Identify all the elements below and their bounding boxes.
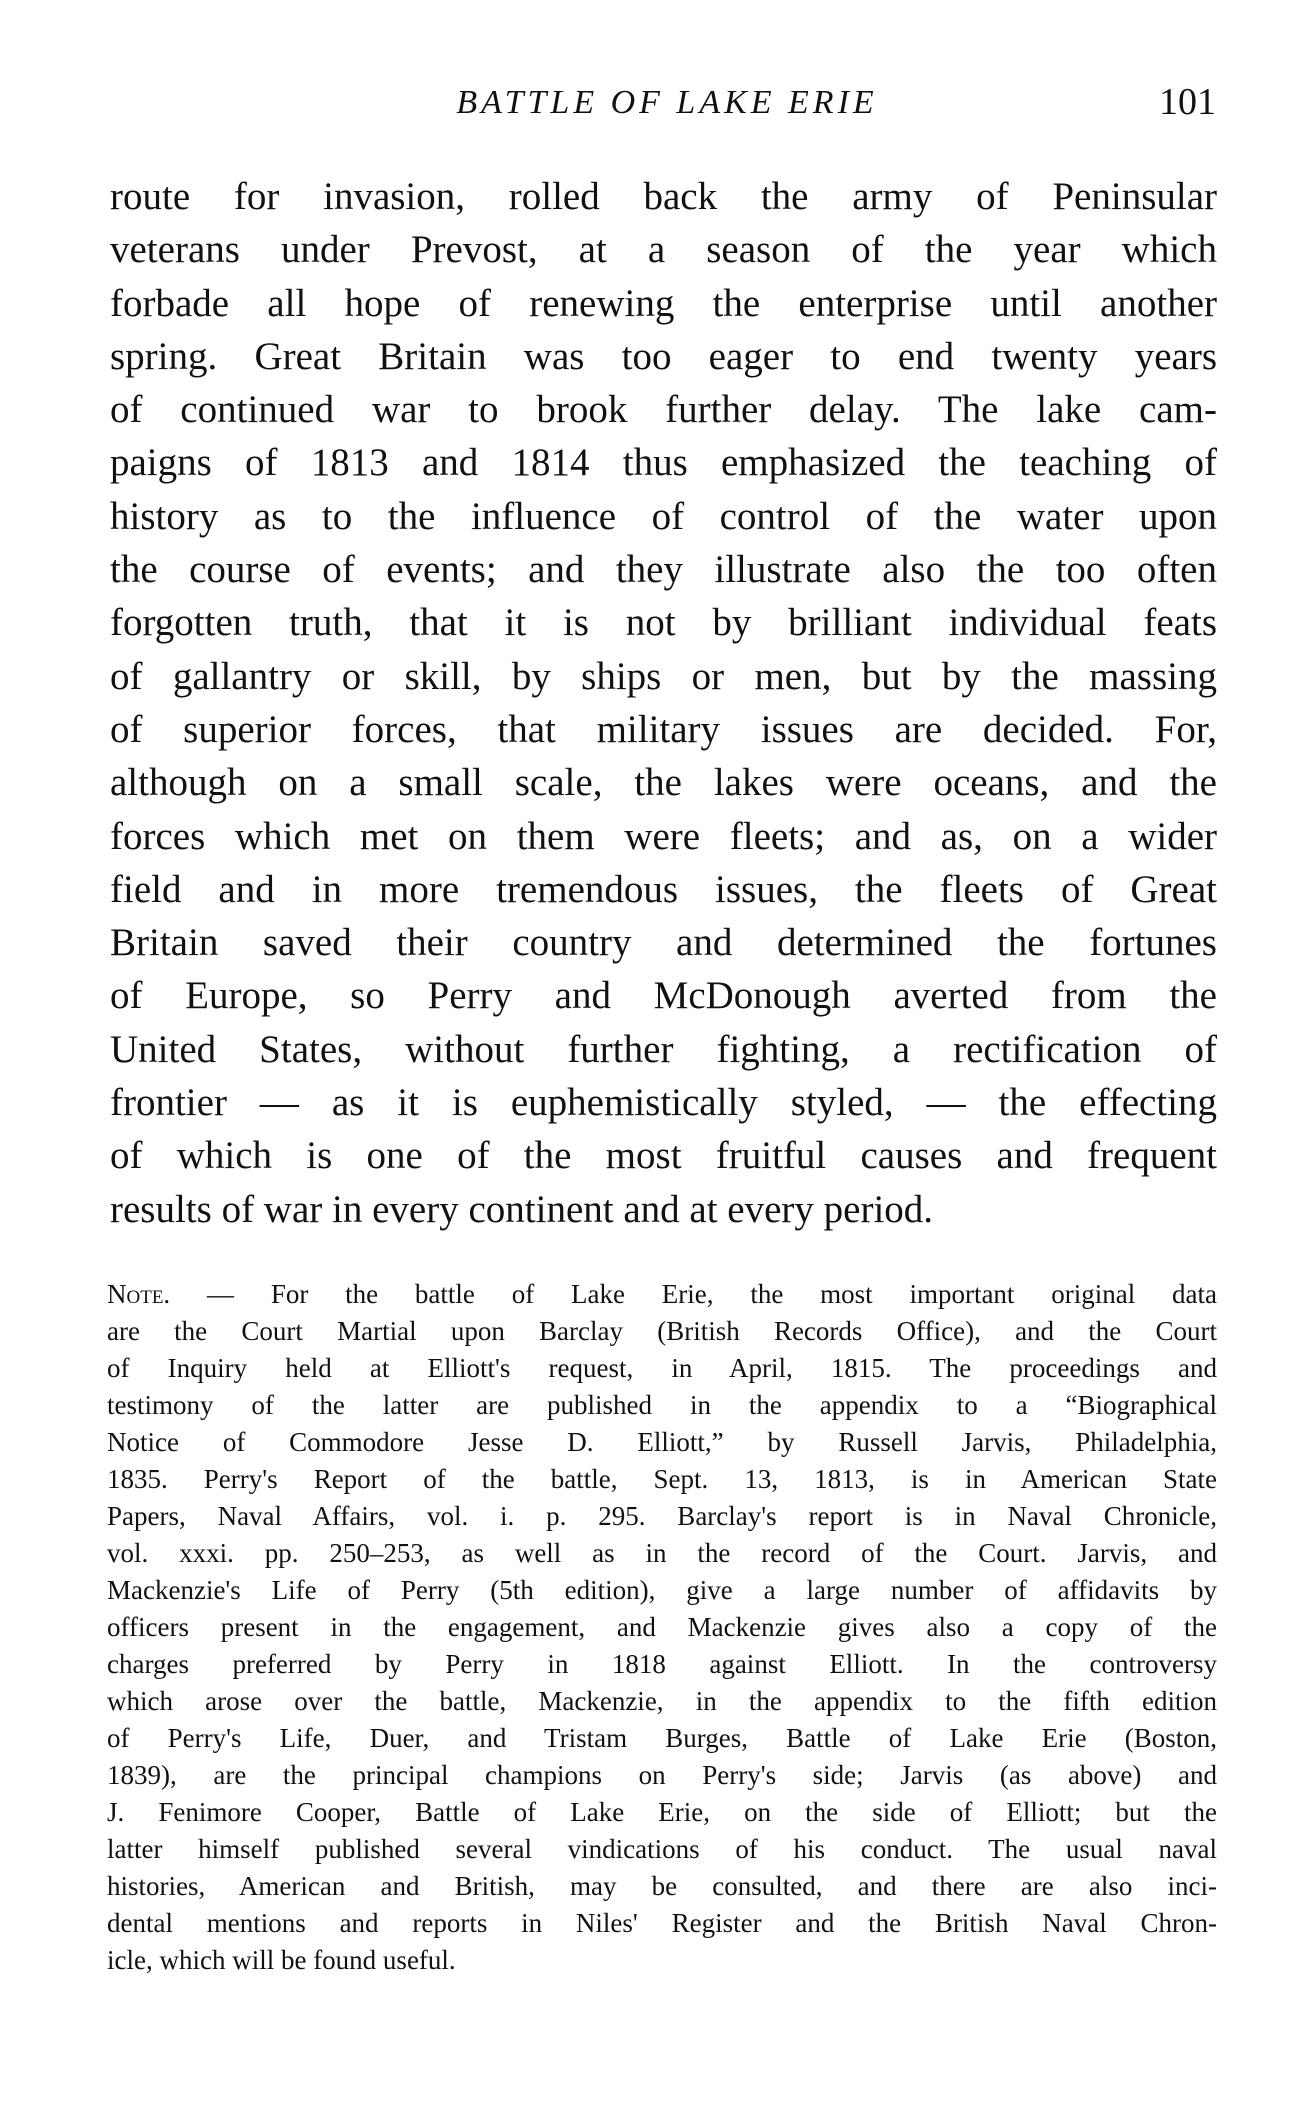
body-line: field and in more tremendous issues, the fleets of Great — [110, 867, 1217, 911]
note-line: 1835. Perry's Report of the battle, Sept. 13, 1813, is in American State — [107, 1464, 1217, 1494]
note-line: Papers, Naval Affairs, vol. i. p. 295. Barclay's report is in Naval Chronicle, — [107, 1501, 1217, 1531]
body-line: of gallantry or skill, by ships or men, but by the massing — [110, 654, 1217, 698]
body-line: forgotten truth, that it is not by brilliant individual feats — [110, 601, 1217, 645]
page-number: 101 — [1159, 81, 1216, 123]
note-line: are the Court Martial upon Barclay (British Records Office), and the Court — [107, 1316, 1217, 1346]
body-line: frontier — as it is euphemistically styled, — the effecting — [110, 1081, 1217, 1125]
note-line: dental mentions and reports in Niles' Register and the British Naval Chron- — [107, 1908, 1217, 1938]
note-line: 1839), are the principal champions on Perry's side; Jarvis (as above) and — [107, 1760, 1217, 1790]
body-line: Britain saved their country and determined the fortunes — [110, 921, 1217, 965]
note-line: which arose over the battle, Mackenzie, in the appendix to the fifth edition — [107, 1686, 1217, 1716]
note-line-text: — For the battle of Lake Erie, the most important original data — [207, 1279, 1217, 1309]
body-line: of superior forces, that military issues are decided. For, — [110, 707, 1217, 751]
body-line: the course of events; and they illustrate also the too often — [110, 548, 1217, 592]
note-line: charges preferred by Perry in 1818 against Elliott. In the controversy — [107, 1649, 1217, 1679]
body-line: veterans under Prevost, at a season of the year which — [110, 228, 1217, 272]
note-label: Note. — [107, 1279, 171, 1309]
note-line: of Perry's Life, Duer, and Tristam Burges, Battle of Lake Erie (Boston, — [107, 1723, 1217, 1753]
body-line: results of war in every continent and at every period. — [110, 1187, 934, 1231]
body-line: although on a small scale, the lakes were oceans, and the — [110, 761, 1217, 805]
body-line: of which is one of the most fruitful causes and frequent — [110, 1134, 1217, 1178]
note-line — [107, 1276, 1217, 1313]
note-line: J. Fenimore Cooper, Battle of Lake Erie, on the side of Elliott; but the — [107, 1797, 1217, 1827]
note-line: Notice of Commodore Jesse D. Elliott,” by Russell Jarvis, Philadelphia, — [107, 1427, 1217, 1457]
body-line: United States, without further fighting, a rectification of — [110, 1027, 1217, 1071]
body-line: forbade all hope of renewing the enterprise until another — [110, 281, 1217, 325]
body-line: forces which met on them were fleets; and as, on a wider — [110, 814, 1217, 858]
body-line: paigns of 1813 and 1814 thus emphasized the teaching of — [110, 441, 1217, 485]
body-line: of Europe, so Perry and McDonough averted from the — [110, 974, 1217, 1018]
body-line: history as to the influence of control of the water upon — [110, 494, 1217, 538]
note-line: of Inquiry held at Elliott's request, in April, 1815. The proceedings and — [107, 1353, 1217, 1383]
note-line: vol. xxxi. pp. 250–253, as well as in the record of the Court. Jarvis, and — [107, 1538, 1217, 1568]
body-line: of continued war to brook further delay. The lake cam- — [110, 388, 1217, 432]
footnote — [107, 1276, 1217, 1979]
body-line: route for invasion, rolled back the army of Peninsular — [110, 175, 1217, 218]
note-line: latter himself published several vindications of his conduct. The usual naval — [107, 1834, 1217, 1864]
body-text — [110, 170, 1217, 1236]
note-line: Mackenzie's Life of Perry (5th edition), give a large number of affidavits by — [107, 1575, 1217, 1605]
note-line: testimony of the latter are published in the appendix to a “Biographical — [107, 1390, 1217, 1420]
note-line: histories, American and British, may be consulted, and there are also inci- — [107, 1871, 1217, 1901]
note-line: icle, which will be found useful. — [107, 1945, 456, 1975]
body-line: spring. Great Britain was too eager to end twenty years — [110, 334, 1217, 378]
note-line: officers present in the engagement, and Mackenzie gives also a copy of the — [107, 1612, 1217, 1642]
running-head-title: BATTLE OF LAKE ERIE — [456, 84, 878, 121]
